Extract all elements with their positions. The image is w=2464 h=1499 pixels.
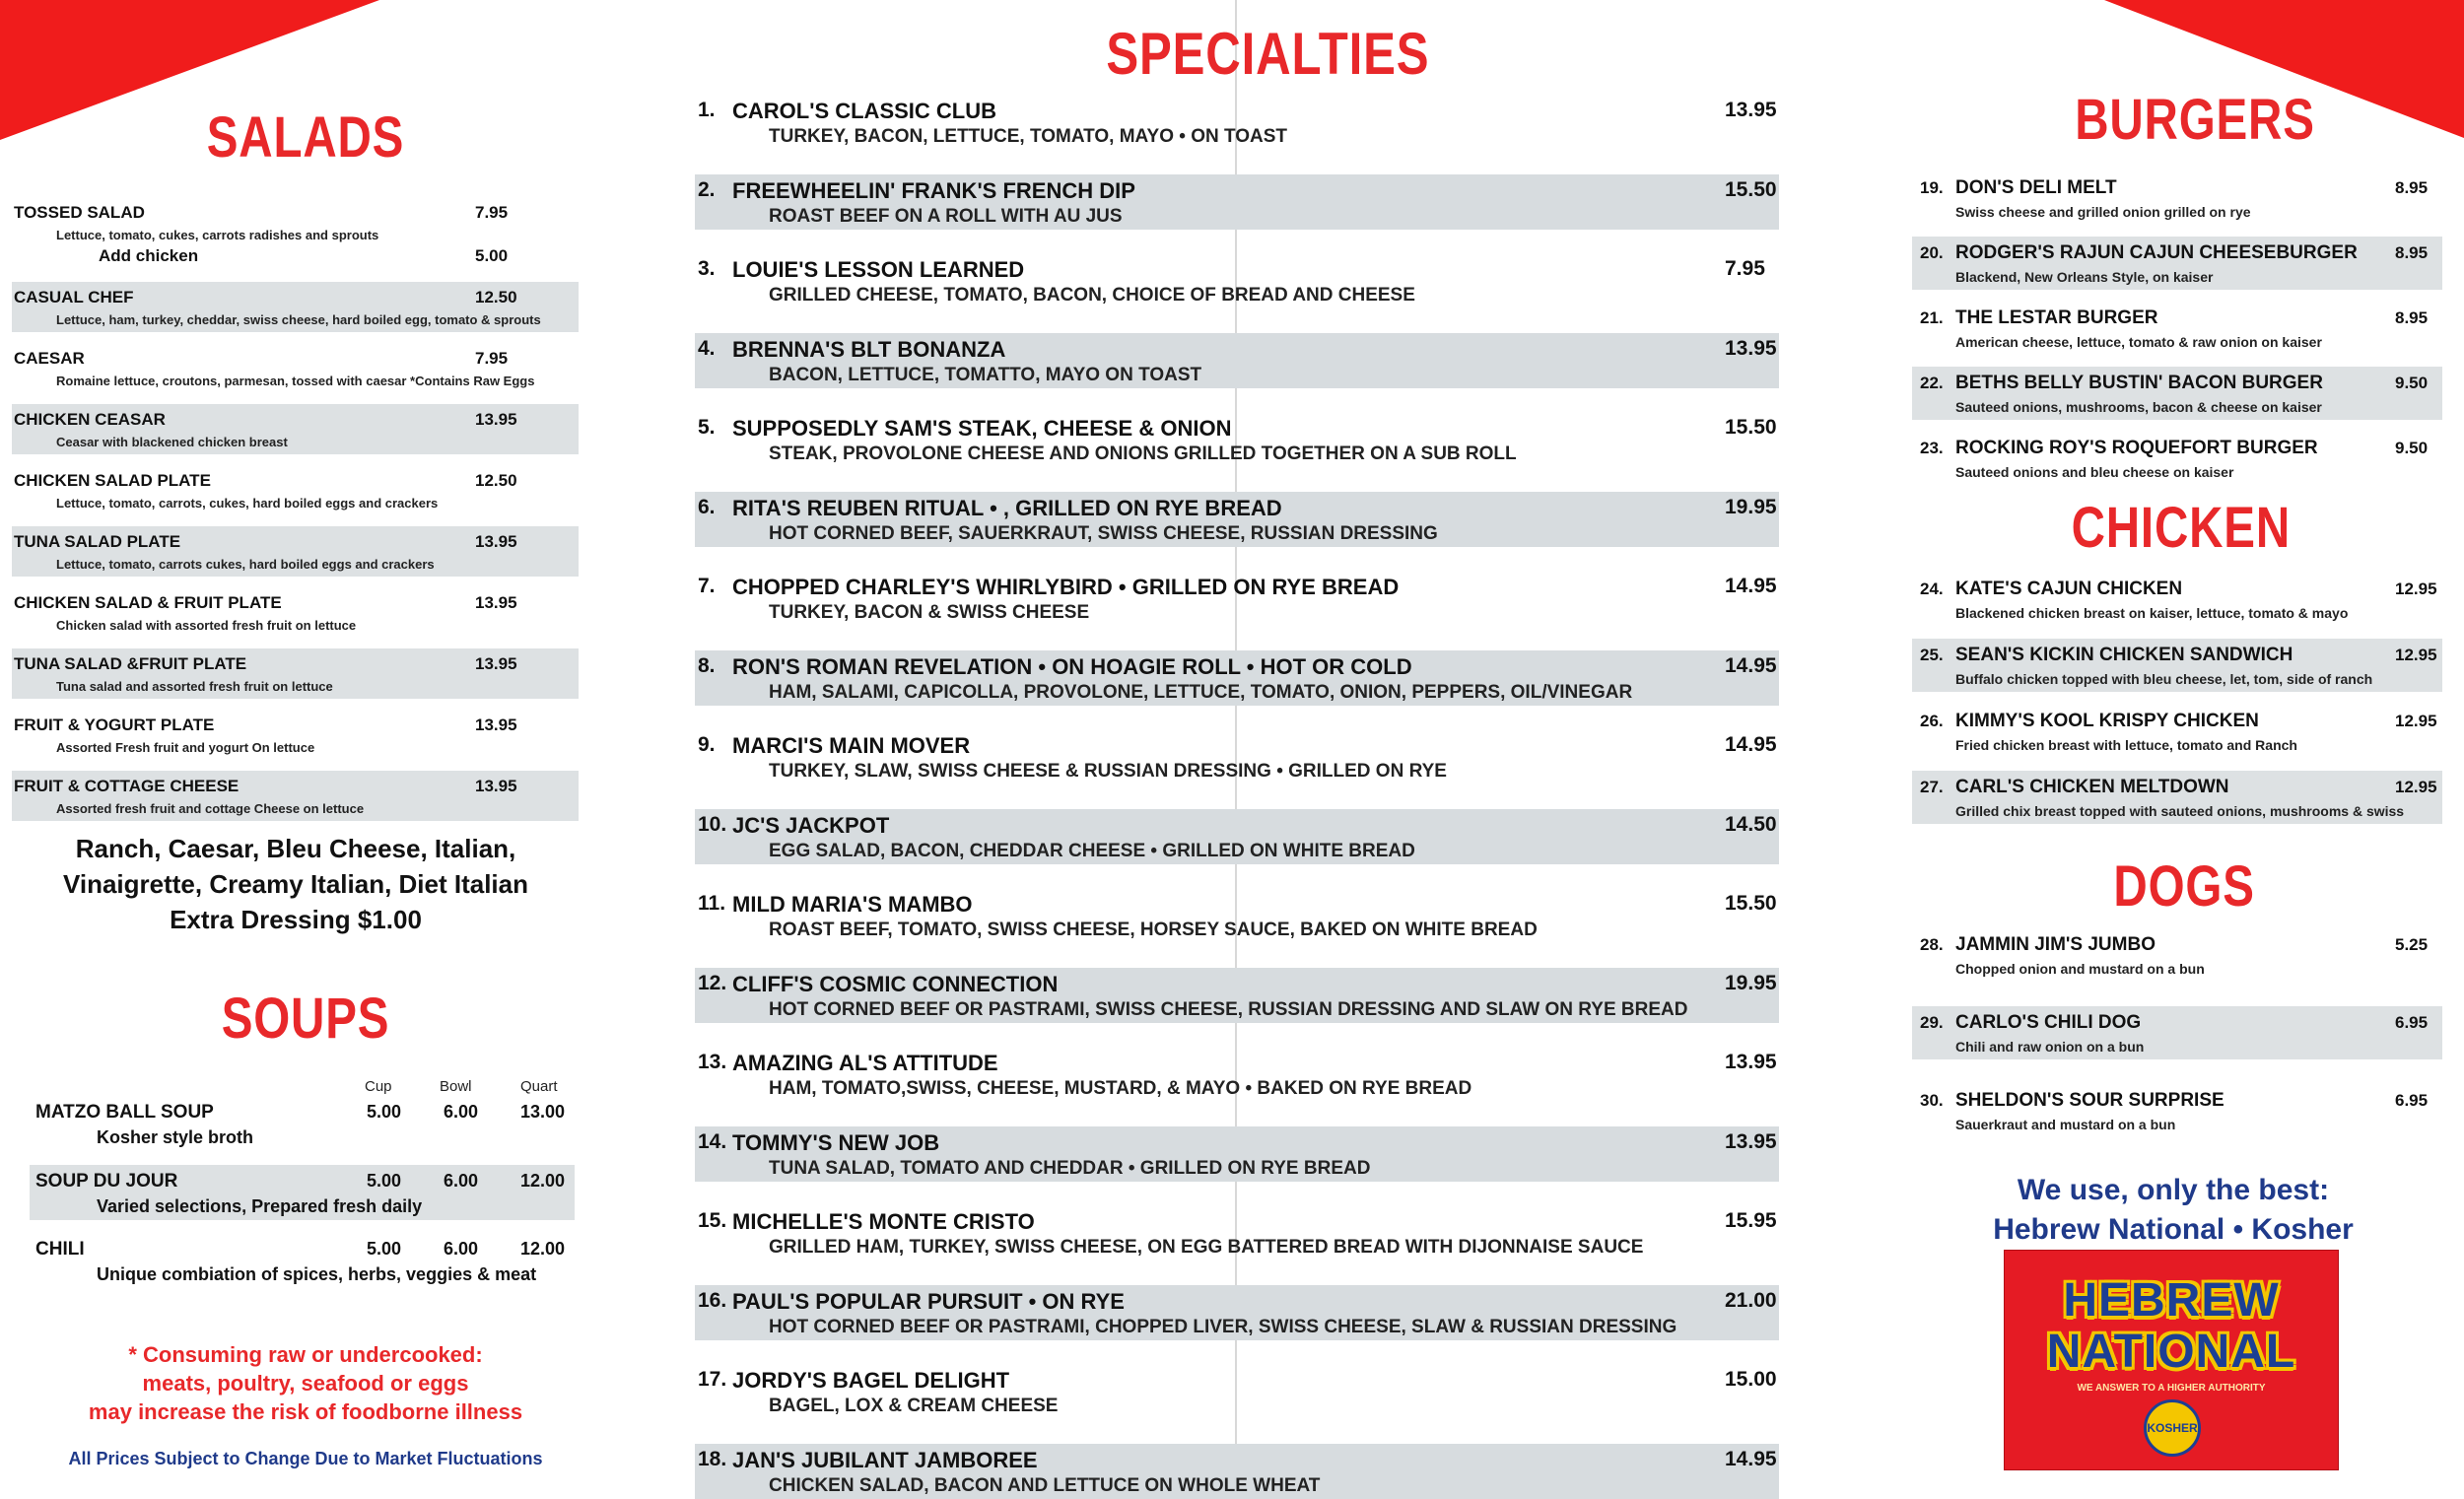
burger-item-name: RODGER'S RAJUN CAJUN CHEESEBURGER (1955, 242, 2358, 263)
specialty-number: 13. (698, 1051, 727, 1073)
specialties-title: SPECIALTIES (1106, 21, 1430, 87)
dog-item-number: 30. (1920, 1091, 1944, 1110)
logo-text-line-2: NATIONAL (2046, 1326, 2296, 1378)
burger-item-number: 19. (1920, 178, 1944, 197)
chicken-title: CHICKEN (2071, 496, 2292, 560)
chicken-item-price: 12.95 (2395, 712, 2437, 730)
specialty-name: MARCI'S MAIN MOVER (732, 733, 971, 758)
salad-desc: Assorted fresh fruit and cottage Cheese on lettuce (56, 801, 365, 816)
soup-bowl-price: 6.00 (444, 1239, 479, 1259)
seal-text: KOSHER (2147, 1421, 2198, 1435)
burger-item (1912, 237, 2442, 290)
specialty-number: 3. (698, 257, 716, 280)
prices-note: All Prices Subject to Change Due to Market Fluctuations (68, 1449, 543, 1468)
specialty-item (695, 729, 1779, 784)
specialty-number: 11. (698, 892, 726, 915)
burger-item-price: 9.50 (2395, 439, 2429, 457)
chicken-item-number: 25. (1920, 646, 1944, 664)
best-note-line-2: Hebrew National • Kosher (1993, 1213, 2354, 1246)
specialty-price: 15.50 (1725, 892, 1777, 915)
warning-line-2: meats, poultry, seafood or eggs (142, 1371, 469, 1396)
chicken-item-price: 12.95 (2395, 646, 2437, 664)
salad-item (12, 404, 579, 454)
dog-item-price: 6.95 (2395, 1091, 2429, 1110)
salad-extra-label: Add chicken (99, 246, 199, 265)
specialty-number: 12. (698, 971, 727, 994)
chicken-item-name: KIMMY'S KOOL KRISPY CHICKEN (1955, 711, 2259, 731)
salad-price: 12.50 (475, 288, 517, 307)
salad-extra-price: 5.00 (475, 246, 509, 265)
specialty-name: CLIFF'S COSMIC CONNECTION (732, 971, 1059, 996)
dog-item-price: 5.25 (2395, 935, 2429, 954)
salad-item (12, 648, 579, 699)
specialty-desc: EGG SALAD, BACON, CHEDDAR CHEESE • GRILLED ON WHITE BREAD (769, 840, 1415, 861)
dog-item-desc: Sauerkraut and mustard on a bun (1955, 1117, 2176, 1132)
specialty-price: 14.95 (1725, 653, 1777, 677)
specialty-item (695, 95, 1779, 150)
specialty-item (695, 888, 1779, 943)
salad-desc: Ceasar with blackened chicken breast (56, 435, 288, 449)
soup-cup-price: 5.00 (367, 1102, 402, 1122)
specialty-name: JORDY'S BAGEL DELIGHT (732, 1368, 1010, 1393)
salad-item (12, 282, 579, 332)
salad-item (12, 197, 579, 271)
specialty-desc: HOT CORNED BEEF, SAUERKRAUT, SWISS CHEESE, RUSSIAN DRESSING (769, 522, 1438, 544)
burger-item-desc: Blackend, New Orleans Style, on kaiser (1955, 269, 2214, 285)
salad-desc: Lettuce, tomato, cukes, carrots radishes and sprouts (56, 228, 379, 242)
soup-header-cup: Cup (365, 1078, 392, 1095)
specialty-item (695, 1444, 1779, 1499)
specialty-item (695, 253, 1779, 308)
salad-desc: Lettuce, tomato, carrots cukes, hard boiled eggs and crackers (56, 557, 435, 572)
specialty-name: SUPPOSEDLY SAM'S STEAK, CHEESE & ONION (732, 416, 1232, 441)
salads-list (12, 197, 579, 832)
dog-item-name: SHELDON'S SOUR SURPRISE (1955, 1090, 2224, 1111)
specialty-name: CHOPPED CHARLEY'S WHIRLYBIRD • GRILLED ON RYE BREAD (732, 575, 1400, 599)
salad-price: 13.95 (475, 593, 517, 612)
specialty-number: 4. (698, 336, 716, 360)
chicken-item-desc: Blackened chicken breast on kaiser, lettuce, tomato & mayo (1955, 605, 2349, 621)
specialty-number: 5. (698, 416, 716, 439)
salad-desc: Lettuce, ham, turkey, cheddar, swiss cheese, hard boiled egg, tomato & sprouts (56, 312, 541, 327)
specialty-item (695, 333, 1779, 388)
soup-quart-price: 13.00 (520, 1102, 566, 1122)
specialty-price: 13.95 (1725, 336, 1777, 360)
specialty-item (695, 412, 1779, 467)
burger-item-desc: Sauteed onions, mushrooms, bacon & cheese on kaiser (1955, 399, 2322, 415)
salad-price: 13.95 (475, 410, 517, 429)
specialty-item (695, 809, 1779, 864)
burger-item-number: 20. (1920, 243, 1944, 262)
specialty-number: 6. (698, 495, 716, 518)
chicken-item (1912, 639, 2442, 692)
specialty-desc: GRILLED HAM, TURKEY, SWISS CHEESE, ON EGG BATTERED BREAD WITH DIJONNAISE SAUCE (769, 1237, 1644, 1258)
salad-desc: Romaine lettuce, croutons, parmesan, tossed with caesar *Contains Raw Eggs (56, 374, 535, 388)
specialty-desc: CHICKEN SALAD, BACON AND LETTUCE ON WHOLE WHEAT (769, 1474, 1321, 1496)
salad-name: CHICKEN CEASAR (14, 410, 166, 429)
specialty-item (695, 1364, 1779, 1419)
burger-item-desc: Sauteed onions and bleu cheese on kaiser (1955, 464, 2234, 480)
specialty-price: 19.95 (1725, 971, 1777, 994)
soup-header-bowl: Bowl (440, 1078, 472, 1095)
specialty-number: 1. (698, 99, 716, 121)
burger-item (1912, 432, 2442, 485)
chicken-item-desc: Buffalo chicken topped with bleu cheese, let, tom, side of ranch (1955, 671, 2373, 687)
salad-name: CHICKEN SALAD & FRUIT PLATE (14, 593, 282, 612)
chicken-item-name: CARL'S CHICKEN MELTDOWN (1955, 777, 2229, 797)
specialty-price: 15.50 (1725, 177, 1777, 201)
specialty-number: 15. (698, 1209, 727, 1232)
burger-item-name: BETHS BELLY BUSTIN' BACON BURGER (1955, 373, 2323, 393)
specialty-desc: HAM, TOMATO,SWISS, CHEESE, MUSTARD, & MAYO • BAKED ON RYE BREAD (769, 1078, 1472, 1099)
specialty-item (695, 492, 1779, 547)
specialty-price: 15.50 (1725, 416, 1777, 439)
specialty-name: MILD MARIA'S MAMBO (732, 892, 973, 917)
specialty-price: 19.95 (1725, 495, 1777, 518)
specialty-number: 18. (698, 1447, 727, 1470)
salad-item (12, 465, 579, 515)
chicken-item-price: 12.95 (2395, 778, 2437, 796)
specialty-desc: GRILLED CHEESE, TOMATO, BACON, CHOICE OF BREAD AND CHEESE (769, 285, 1415, 306)
specialty-number: 2. (698, 177, 716, 201)
specialty-name: JAN'S JUBILANT JAMBOREE (732, 1447, 1038, 1472)
raw-food-warning (30, 1340, 582, 1426)
burger-item-price: 9.50 (2395, 374, 2429, 392)
soup-quart-price: 12.00 (520, 1171, 566, 1191)
soup-bowl-price: 6.00 (444, 1171, 479, 1191)
burger-item-price: 8.95 (2395, 308, 2429, 327)
burger-item-desc: Swiss cheese and grilled onion grilled on rye (1955, 204, 2251, 220)
chicken-item-number: 27. (1920, 778, 1944, 796)
soup-item (30, 1096, 575, 1151)
salad-price: 13.95 (475, 532, 517, 551)
warning-line-3: may increase the risk of foodborne illness (88, 1399, 523, 1424)
kosher-seal-icon (2144, 1399, 2201, 1457)
burger-item-name: DON'S DELI MELT (1955, 177, 2117, 198)
dog-item-number: 28. (1920, 935, 1944, 954)
burger-item-number: 23. (1920, 439, 1944, 457)
specialty-desc: HOT CORNED BEEF OR PASTRAMI, SWISS CHEESE, RUSSIAN DRESSING AND SLAW ON RYE BREAD (769, 998, 1688, 1020)
best-note-line-1: We use, only the best: (2017, 1174, 2330, 1206)
burgers-title: BURGERS (2075, 88, 2315, 152)
specialty-name: LOUIE'S LESSON LEARNED (732, 257, 1025, 282)
logo-tagline: WE ANSWER TO A HIGHER AUTHORITY (2077, 1383, 2266, 1394)
soup-cup-price: 5.00 (367, 1239, 402, 1259)
specialty-number: 16. (698, 1288, 727, 1312)
soup-item (30, 1233, 575, 1288)
soup-item (30, 1165, 575, 1220)
specialty-number: 14. (698, 1129, 727, 1153)
specialty-price: 21.00 (1725, 1288, 1777, 1312)
salad-desc: Tuna salad and assorted fresh fruit on lettuce (56, 679, 333, 694)
salad-price: 13.95 (475, 654, 517, 673)
specialty-item (695, 174, 1779, 230)
chicken-item (1912, 705, 2442, 758)
specialty-desc: STEAK, PROVOLONE CHEESE AND ONIONS GRILLED TOGETHER ON A SUB ROLL (769, 443, 1517, 464)
specialty-item (695, 1126, 1779, 1182)
dog-item-name: CARLO'S CHILI DOG (1955, 1012, 2142, 1033)
soup-name: SOUP DU JOUR (35, 1171, 178, 1192)
salad-price: 7.95 (475, 349, 509, 368)
chicken-item-name: SEAN'S KICKIN CHICKEN SANDWICH (1955, 645, 2293, 665)
burger-item-desc: American cheese, lettuce, tomato & raw onion on kaiser (1955, 334, 2322, 350)
specialty-desc: TURKEY, BACON, LETTUCE, TOMATO, MAYO • ON TOAST (769, 126, 1288, 147)
specialty-desc: TURKEY, SLAW, SWISS CHEESE & RUSSIAN DRESSING • GRILLED ON RYE (769, 761, 1447, 782)
logo-text-line-1: HEBREW (2063, 1274, 2280, 1327)
specialty-name: JC'S JACKPOT (732, 812, 890, 838)
specialty-price: 15.00 (1725, 1368, 1777, 1391)
specialty-name: TOMMY'S NEW JOB (732, 1129, 940, 1155)
specialty-number: 8. (698, 653, 716, 677)
salad-desc: Chicken salad with assorted fresh fruit on lettuce (56, 618, 357, 633)
salad-name: TUNA SALAD &FRUIT PLATE (14, 654, 247, 673)
specialty-item (695, 650, 1779, 706)
salad-name: CASUAL CHEF (14, 288, 134, 307)
dressing-line-3: Extra Dressing $1.00 (170, 905, 422, 934)
hebrew-national-logo (2004, 1250, 2339, 1470)
specialty-desc: TURKEY, BACON & SWISS CHEESE (769, 602, 1090, 623)
specialty-desc: ROAST BEEF ON A ROLL WITH AU JUS (769, 205, 1123, 227)
chicken-item-number: 24. (1920, 579, 1944, 598)
burger-item (1912, 367, 2442, 420)
specialty-price: 7.95 (1725, 257, 1765, 280)
dog-item-desc: Chili and raw onion on a bun (1955, 1039, 2145, 1055)
specialty-price: 14.95 (1725, 733, 1777, 756)
soup-name: MATZO BALL SOUP (35, 1102, 214, 1123)
chicken-item-desc: Fried chicken breast with lettuce, tomato and Ranch (1955, 737, 2297, 753)
specialty-name: RITA'S REUBEN RITUAL • , GRILLED ON RYE BREAD (732, 495, 1282, 520)
burger-item-price: 8.95 (2395, 178, 2429, 197)
soup-desc: Kosher style broth (97, 1127, 254, 1147)
soup-desc: Varied selections, Prepared fresh daily (97, 1196, 423, 1216)
salad-name: TOSSED SALAD (14, 203, 145, 222)
soup-cup-price: 5.00 (367, 1171, 402, 1191)
salad-price: 13.95 (475, 715, 517, 734)
salad-item (12, 526, 579, 577)
specialty-desc: HAM, SALAMI, CAPICOLLA, PROVOLONE, LETTUCE, TOMATO, ONION, PEPPERS, OIL/VINEGAR (769, 681, 1633, 703)
specialty-price: 13.95 (1725, 99, 1777, 121)
dressing-line-2: Vinaigrette, Creamy Italian, Diet Italian (62, 869, 528, 899)
soup-name: CHILI (35, 1239, 85, 1260)
burger-item-price: 8.95 (2395, 243, 2429, 262)
dog-item-name: JAMMIN JIM'S JUMBO (1955, 934, 2156, 955)
specialty-price: 13.95 (1725, 1129, 1777, 1153)
specialty-name: PAUL'S POPULAR PURSUIT • ON RYE (732, 1288, 1125, 1314)
specialty-price: 14.50 (1725, 812, 1777, 836)
salad-item (12, 710, 579, 760)
salad-price: 7.95 (475, 203, 509, 222)
hebrew-national-note (1922, 1171, 2425, 1250)
specialty-price: 15.95 (1725, 1209, 1777, 1232)
specialty-name: AMAZING AL'S ATTITUDE (732, 1051, 998, 1075)
salad-price: 13.95 (475, 777, 517, 795)
specialty-item (695, 1285, 1779, 1340)
salad-item (12, 343, 579, 393)
specialty-item (695, 1205, 1779, 1261)
specialty-desc: HOT CORNED BEEF OR PASTRAMI, CHOPPED LIVER, SWISS CHEESE, SLAW & RUSSIAN DRESSING (769, 1316, 1677, 1337)
chicken-item (1912, 771, 2442, 824)
dog-item (1912, 1006, 2442, 1059)
specialty-price: 13.95 (1725, 1051, 1777, 1073)
burger-item (1912, 302, 2442, 355)
dog-item-price: 6.95 (2395, 1013, 2429, 1032)
salad-item (12, 771, 579, 821)
dogs-title: DOGS (2113, 854, 2255, 919)
dog-item (1912, 1084, 2442, 1137)
chicken-item-desc: Grilled chix breast topped with sauteed onions, mushrooms & swiss (1955, 803, 2405, 819)
burger-item-number: 21. (1920, 308, 1944, 327)
salad-name: TUNA SALAD PLATE (14, 532, 181, 551)
specialty-item (695, 571, 1779, 626)
specialty-number: 7. (698, 575, 716, 597)
salad-name: CAESAR (14, 349, 85, 368)
chicken-item-price: 12.95 (2395, 579, 2437, 598)
dressing-line-1: Ranch, Caesar, Bleu Cheese, Italian, (75, 834, 516, 863)
chicken-item-number: 26. (1920, 712, 1944, 730)
specialty-price: 14.95 (1725, 1447, 1777, 1470)
specialty-name: CAROL'S CLASSIC CLUB (732, 99, 997, 123)
warning-line-1: * Consuming raw or undercooked: (128, 1342, 483, 1367)
salad-name: CHICKEN SALAD PLATE (14, 471, 211, 490)
soup-quart-price: 12.00 (520, 1239, 566, 1259)
specialty-name: RON'S ROMAN REVELATION • ON HOAGIE ROLL • HOT OR COLD (732, 653, 1412, 679)
soup-bowl-price: 6.00 (444, 1102, 479, 1122)
dog-item (1912, 928, 2442, 982)
specialty-number: 9. (698, 733, 716, 756)
specialty-item (695, 968, 1779, 1023)
soup-header-quart: Quart (520, 1078, 558, 1095)
specialty-number: 17. (698, 1368, 727, 1391)
salad-name: FRUIT & YOGURT PLATE (14, 715, 215, 734)
burger-item-name: ROCKING ROY'S ROQUEFORT BURGER (1955, 438, 2318, 458)
specialty-name: BRENNA'S BLT BONANZA (732, 336, 1006, 362)
soup-desc: Unique combiation of spices, herbs, veggies & meat (97, 1264, 537, 1284)
dog-item-desc: Chopped onion and mustard on a bun (1955, 961, 2205, 977)
specialty-price: 14.95 (1725, 575, 1777, 597)
specialty-desc: BAGEL, LOX & CREAM CHEESE (769, 1396, 1059, 1416)
dog-item-number: 29. (1920, 1013, 1944, 1032)
chicken-item-name: KATE'S CAJUN CHICKEN (1955, 579, 2183, 599)
specialty-desc: BACON, LETTUCE, TOMATTO, MAYO ON TOAST (769, 364, 1202, 385)
salads-title: SALADS (206, 105, 405, 170)
burger-item (1912, 171, 2442, 225)
specialty-number: 10. (698, 812, 727, 836)
specialty-desc: ROAST BEEF, TOMATO, SWISS CHEESE, HORSEY SAUCE, BAKED ON WHITE BREAD (769, 920, 1538, 940)
salad-price: 12.50 (475, 471, 517, 490)
specialty-name: FREEWHEELIN' FRANK'S FRENCH DIP (732, 177, 1135, 203)
specialty-item (695, 1047, 1779, 1102)
salad-desc: Lettuce, tomato, carrots, cukes, hard boiled eggs and crackers (56, 496, 439, 511)
burger-item-number: 22. (1920, 374, 1944, 392)
specialty-desc: TUNA SALAD, TOMATO AND CHEDDAR • GRILLED ON RYE BREAD (769, 1157, 1371, 1179)
soups-title: SOUPS (221, 987, 390, 1051)
chicken-item (1912, 573, 2442, 626)
burger-item-name: THE LESTAR BURGER (1955, 307, 2158, 328)
salad-item (12, 587, 579, 638)
salad-name: FRUIT & COTTAGE CHEESE (14, 777, 240, 795)
salad-desc: Assorted Fresh fruit and yogurt On lettuce (56, 740, 315, 755)
dressing-options (0, 831, 591, 937)
specialty-name: MICHELLE'S MONTE CRISTO (732, 1209, 1035, 1234)
